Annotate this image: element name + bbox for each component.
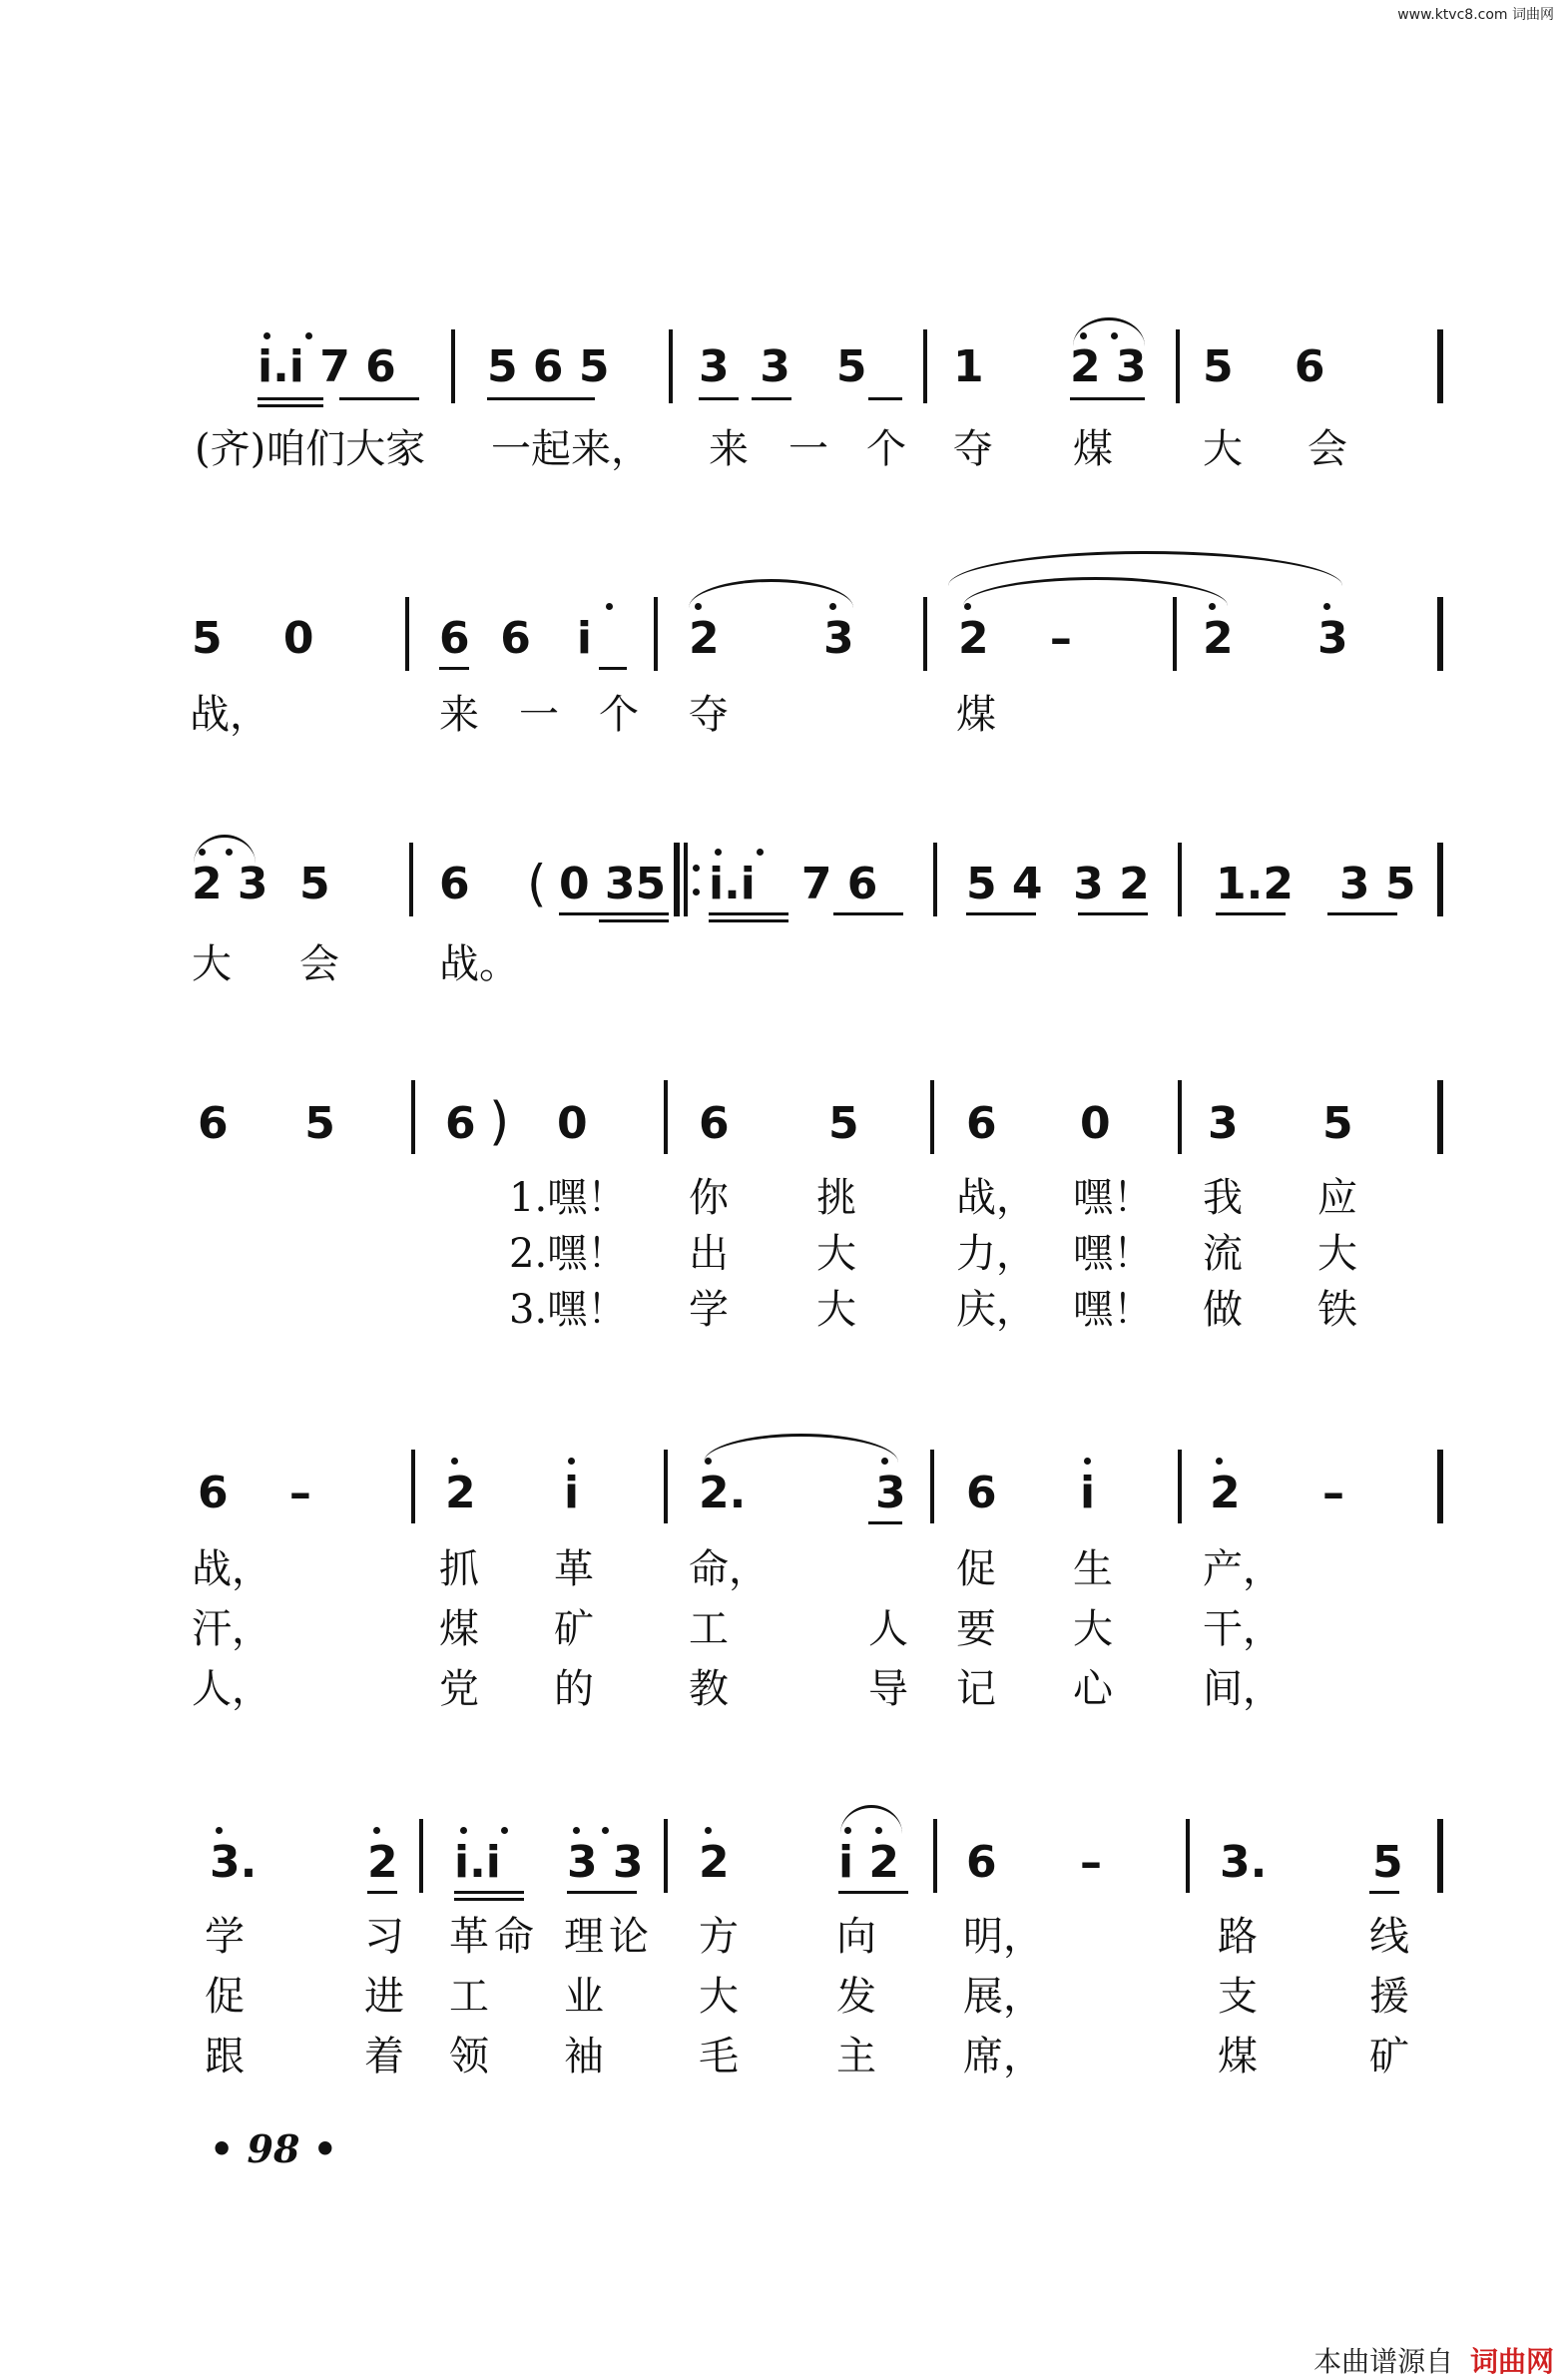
lyric: 理 (564, 1914, 604, 1960)
lyric: 明， (963, 1914, 1043, 1960)
lyric: 工 (449, 1974, 489, 2020)
lyric: 嘿！ (1073, 1175, 1153, 1221)
lyric: 挑 (816, 1175, 856, 1221)
lyric: 夺 (953, 426, 993, 472)
lyric: 1.嘿！ (509, 1175, 628, 1221)
lyric: 矿 (1369, 2034, 1409, 2080)
lyric: 心 (1073, 1666, 1113, 1712)
footer-source-text: 本曲谱源自 (1313, 2345, 1454, 2378)
lyric: 会 (299, 941, 339, 987)
lyric: 嘿！ (1073, 1287, 1153, 1333)
note-group: i.i 7 6 (258, 341, 396, 392)
lyric: 产， (1203, 1546, 1283, 1592)
lyric: 应 (1317, 1175, 1357, 1221)
lyric: 方 (699, 1914, 739, 1960)
lyric: 革 (554, 1546, 594, 1592)
lyric: 着 (364, 2034, 404, 2080)
lyric: 学 (689, 1287, 729, 1333)
lyric: 嘿！ (1073, 1231, 1153, 1277)
lyric: 跟 (205, 2034, 245, 2080)
lyric: 战， (192, 1546, 271, 1592)
lyric: 大 (1203, 426, 1243, 472)
lyric: 导 (868, 1666, 908, 1712)
note-group: 3 3 5 (699, 341, 867, 392)
lyric: 展， (963, 1974, 1043, 2020)
lyric: 业 (564, 1974, 604, 2020)
lyric: 煤 (439, 1606, 479, 1652)
lyric: 抓 (439, 1546, 479, 1592)
lyric: 铁 (1317, 1287, 1357, 1333)
lyric: 袖 (564, 2034, 604, 2080)
lyric: 大 (816, 1287, 856, 1333)
lyric: 领 (449, 2034, 489, 2080)
note-group: 5 6 (1203, 341, 1325, 392)
lyric: 来 (439, 692, 479, 738)
lyric: 工 (689, 1606, 729, 1652)
lyric: 一 (788, 426, 828, 472)
lyric: 命 (494, 1914, 534, 1960)
lyric: 主 (836, 2034, 876, 2080)
lyric: 你 (689, 1175, 729, 1221)
page-number: • 98 • (210, 2126, 337, 2171)
lyric: 战， (956, 1175, 1036, 1221)
lyric: 战。 (439, 941, 519, 987)
lyric: 我 (1203, 1175, 1243, 1221)
lyric: 一 (519, 692, 559, 738)
lyric: 线 (1369, 1914, 1409, 1960)
lyric: 流 (1203, 1231, 1243, 1277)
lyric: 人 (868, 1606, 908, 1652)
lyric: 发 (836, 1974, 876, 2020)
lyric: 矿 (554, 1606, 594, 1652)
lyric: 煤 (1218, 2034, 1258, 2080)
lyric: 大 (699, 1974, 739, 2020)
lyric: 要 (956, 1606, 996, 1652)
lyric: 力， (956, 1231, 1036, 1277)
lyric: 生 (1073, 1546, 1113, 1592)
lyric: 的 (554, 1666, 594, 1712)
lyric: 人， (192, 1666, 271, 1712)
lyric: 会 (1307, 426, 1347, 472)
lyric: 大 (816, 1231, 856, 1277)
lyric: 一起来， (491, 426, 651, 472)
lyric: (齐)咱们大家 (195, 426, 426, 472)
lyric: 3.嘿！ (509, 1287, 628, 1333)
lyric: 席， (963, 2034, 1043, 2080)
lyric: 援 (1369, 1974, 1409, 2020)
lyric: 习 (364, 1914, 404, 1960)
lyric: 党 (439, 1666, 479, 1712)
lyric: 干， (1203, 1606, 1283, 1652)
lyric: 路 (1218, 1914, 1258, 1960)
lyric: 向 (836, 1914, 876, 1960)
lyric: 大 (1317, 1231, 1357, 1277)
footer-brand[interactable]: 词曲网 (1469, 2345, 1554, 2378)
footer-source (1313, 2340, 1554, 2380)
lyric: 出 (689, 1231, 729, 1277)
lyric: 促 (956, 1546, 996, 1592)
lyric: 大 (192, 941, 232, 987)
lyric: 记 (956, 1666, 996, 1712)
note-group: 2 3 (1070, 341, 1147, 392)
lyric: 2.嘿！ (509, 1231, 628, 1277)
note-group: 1 (953, 341, 984, 392)
lyric: 促 (205, 1974, 245, 2020)
lyric: 学 (205, 1914, 245, 1960)
lyric: 煤 (1073, 426, 1113, 472)
lyric: 做 (1203, 1287, 1243, 1333)
lyric: 革 (449, 1914, 489, 1960)
lyric: 论 (609, 1914, 649, 1960)
lyric: 战， (190, 692, 269, 738)
lyric: 教 (689, 1666, 729, 1712)
lyric: 庆， (956, 1287, 1036, 1333)
lyric: 个 (866, 426, 906, 472)
site-header: www.ktvc8.com 词曲网 (1397, 7, 1554, 23)
lyric: 大 (1073, 1606, 1113, 1652)
lyric: 煤 (956, 692, 996, 738)
lyric: 毛 (699, 2034, 739, 2080)
lyric: 进 (364, 1974, 404, 2020)
lyric: 个 (599, 692, 639, 738)
lyric: 间， (1203, 1666, 1283, 1712)
note-group: 5 6 5 (487, 341, 610, 392)
lyric: 命， (689, 1546, 769, 1592)
lyric: 汗， (192, 1606, 271, 1652)
lyric: 来 (709, 426, 749, 472)
lyric: 夺 (689, 692, 729, 738)
lyric: 支 (1218, 1974, 1258, 2020)
